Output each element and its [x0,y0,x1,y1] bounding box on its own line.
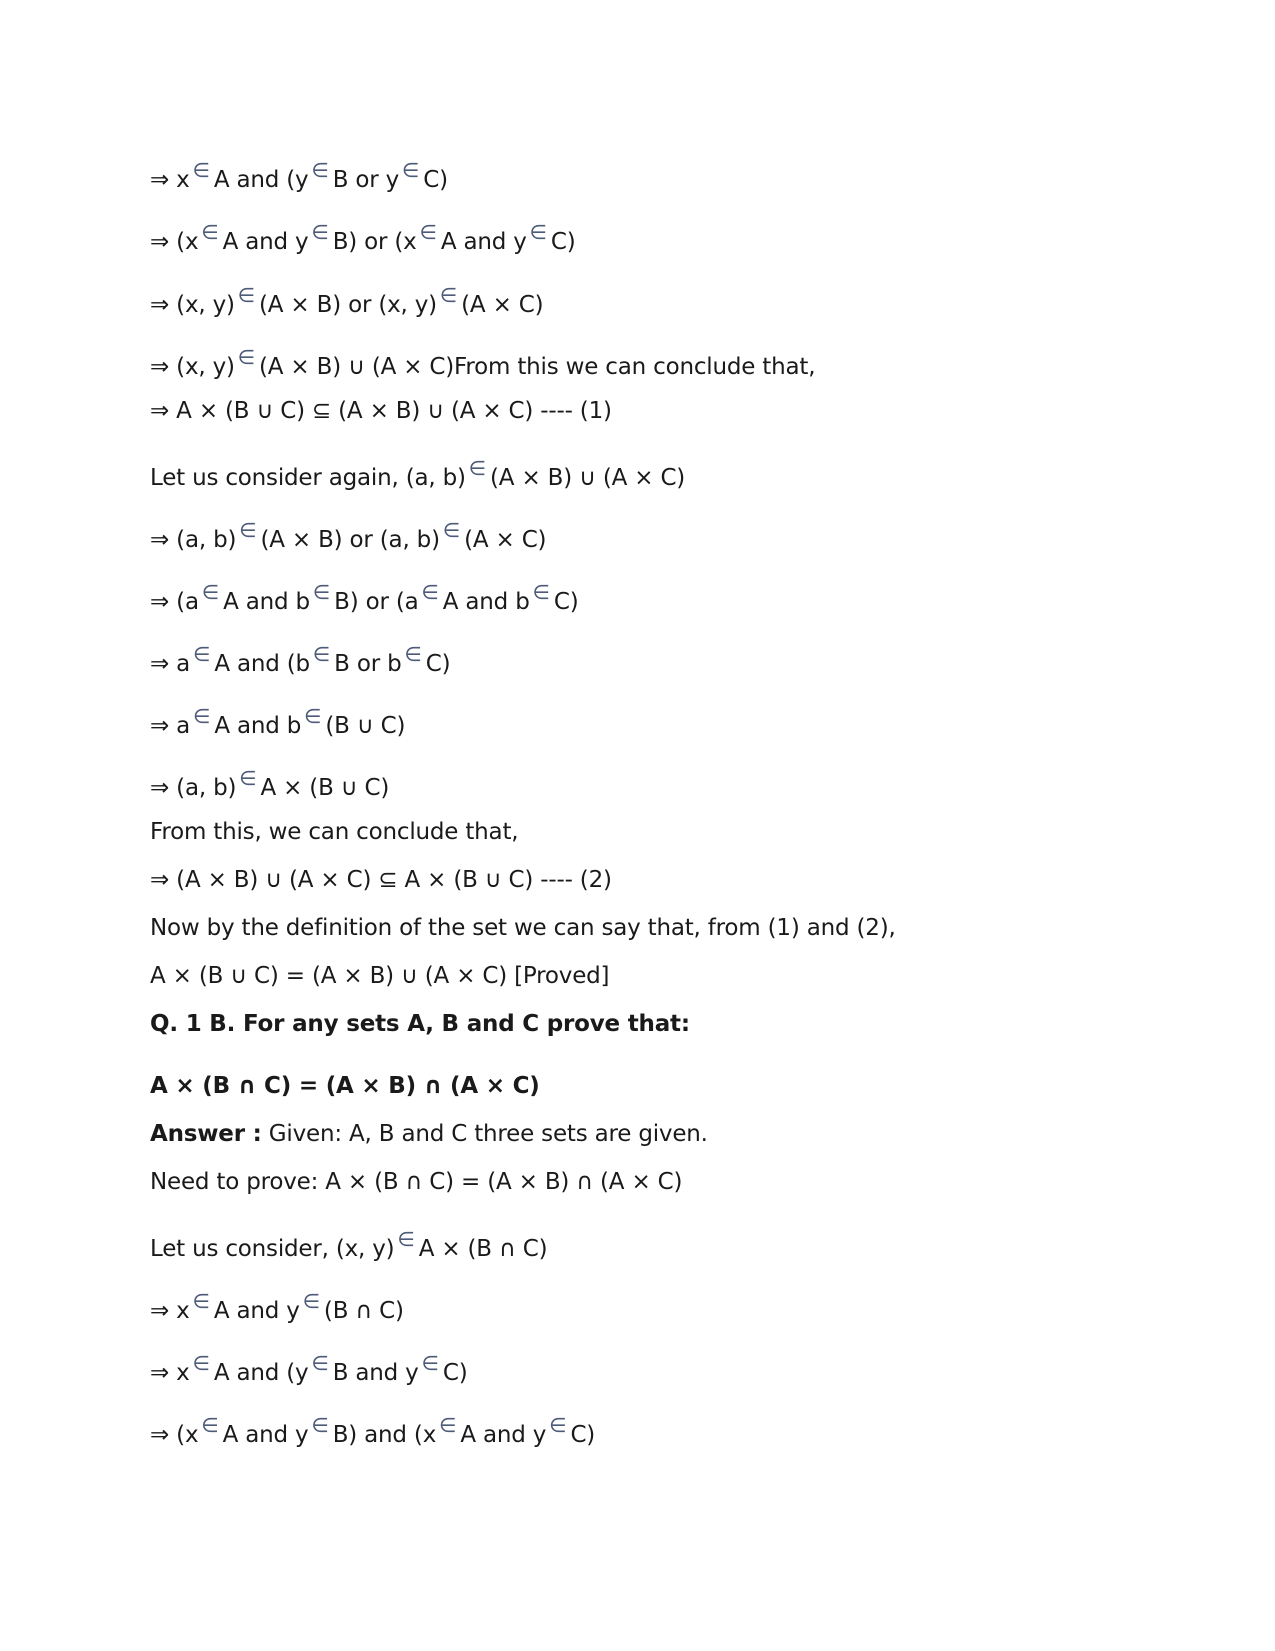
element-of-symbol: ∈ [468,456,487,480]
text-segment: A and b [223,589,310,615]
text-line-l21 [150,1291,404,1326]
text-segment: (B ∪ C) [325,713,406,739]
text-line-l4 [150,347,815,382]
text-segment: ⇒ (x, y) [150,292,235,318]
text-line-l14 [150,913,896,943]
text-segment: B) or (x [332,229,417,255]
text-segment: A and y [222,229,309,255]
element-of-symbol: ∈ [201,1413,219,1437]
element-of-symbol: ∈ [442,518,461,542]
text-line-l19 [150,1167,682,1197]
element-of-symbol: ∈ [304,704,322,728]
text-line-l6 [150,458,685,493]
text-segment: A and (y [213,1360,309,1386]
element-of-symbol: ∈ [192,1351,210,1375]
text-segment: A × (B ∪ C) [260,775,390,801]
text-segment: A and (b [214,651,310,677]
text-segment: B) or (a [334,589,419,615]
text-segment: B or y [332,167,400,193]
text-line-l1 [150,160,448,195]
text-segment: A and b [442,589,530,615]
element-of-symbol: ∈ [397,1227,415,1251]
text-segment: (A × B) ∪ (A × C)From this we can conclude that, [259,354,816,380]
text-segment: ⇒ x [150,1298,190,1324]
text-line-l5 [150,396,612,426]
text-segment: (A × C) [461,292,544,318]
text-segment: Let us consider, (x, y) [150,1236,395,1262]
element-of-symbol: ∈ [419,220,437,244]
text-segment: Let us consider again, (a, b) [150,465,466,491]
element-of-symbol: ∈ [311,158,329,182]
text-segment: Now by the definition of the set we can say that, from (1) and (2), [150,915,896,941]
text-segment: ⇒ x [150,167,190,193]
element-of-symbol: ∈ [193,704,211,728]
element-of-symbol: ∈ [312,580,331,604]
element-of-symbol: ∈ [312,642,331,666]
text-segment: (A × B) ∪ (A × C) [490,465,686,491]
text-segment: From this, we can conclude that, [150,819,519,845]
element-of-symbol: ∈ [404,642,422,666]
text-segment: ⇒ (a, b) [150,775,237,801]
text-line-l20 [150,1229,547,1264]
element-of-symbol: ∈ [529,220,547,244]
text-line-l3 [150,285,543,320]
text-segment: C) [442,1360,468,1386]
text-line-l15 [150,961,609,991]
element-of-symbol: ∈ [311,1351,329,1375]
text-segment: A and y [222,1422,309,1448]
text-segment: Given: A, B and C three sets are given. [268,1121,708,1147]
element-of-symbol: ∈ [237,283,256,307]
text-line-l22 [150,1353,467,1388]
text-segment: ⇒ a [150,713,191,739]
text-line-l2 [150,222,576,257]
text-line-l13 [150,865,612,895]
element-of-symbol: ∈ [421,580,439,604]
text-segment: C) [423,167,448,193]
element-of-symbol: ∈ [237,345,256,369]
element-of-symbol: ∈ [192,1289,210,1313]
text-segment: ⇒ x [150,1360,190,1386]
text-segment: ⇒ A × (B ∪ C) ⊆ (A × B) ∪ (A × C) ---- (1) [150,398,612,424]
element-of-symbol: ∈ [302,1289,320,1313]
element-of-symbol: ∈ [439,1413,457,1437]
text-line-l10 [150,706,405,741]
text-segment: Need to prove: A × (B ∩ C) = (A × B) ∩ (A × C) [150,1169,683,1195]
text-segment: C) [425,651,451,677]
element-of-symbol: ∈ [549,1413,567,1437]
answer-label: Answer : [150,1121,262,1147]
text-segment: A and (y [213,167,309,193]
element-of-symbol: ∈ [239,518,257,542]
text-line-l12 [150,817,518,847]
element-of-symbol: ∈ [439,283,458,307]
element-of-symbol: ∈ [239,766,257,790]
text-segment: C) [553,589,579,615]
text-segment: A and b [214,713,302,739]
text-segment: C) [570,1422,596,1448]
element-of-symbol: ∈ [532,580,550,604]
text-segment: B and y [332,1360,419,1386]
text-segment: ⇒ (A × B) ∪ (A × C) ⊆ A × (B ∪ C) ---- (2) [150,867,612,893]
text-line-l11 [150,768,389,803]
text-segment: B) and (x [332,1422,437,1448]
text-segment: A × (B ∪ C) = (A × B) ∪ (A × C) [Proved] [150,963,610,989]
text-segment: B or b [334,651,402,677]
text-line-l9 [150,644,450,679]
text-line-l8 [150,582,578,617]
text-segment: A × (B ∩ C) = (A × B) ∩ (A × C) [150,1073,540,1099]
text-line-l16 [150,1009,690,1039]
element-of-symbol: ∈ [192,158,210,182]
text-segment: ⇒ (x, y) [150,354,235,380]
element-of-symbol: ∈ [311,1413,329,1437]
text-segment: Q. 1 B. For any sets A, B and C prove that: [150,1011,690,1037]
element-of-symbol: ∈ [402,158,420,182]
text-line-l23 [150,1415,595,1450]
document-page [150,0,1150,1651]
text-segment: ⇒ (a [150,589,199,615]
text-segment: ⇒ (x [150,229,199,255]
text-line-l18 [150,1119,708,1149]
text-segment: C) [550,229,576,255]
text-segment: A and y [460,1422,547,1448]
text-segment: ⇒ (x [150,1422,199,1448]
text-segment: ⇒ a [150,651,191,677]
element-of-symbol: ∈ [201,580,220,604]
element-of-symbol: ∈ [421,1351,439,1375]
text-line-l7 [150,520,546,555]
text-segment: (A × C) [464,527,547,553]
element-of-symbol: ∈ [201,220,219,244]
text-line-l17 [150,1071,540,1101]
text-segment: (A × B) or (a, b) [260,527,440,553]
text-segment: A and y [440,229,527,255]
text-segment: A × (B ∩ C) [418,1236,548,1262]
text-segment: ⇒ (a, b) [150,527,237,553]
text-segment: A and y [213,1298,300,1324]
element-of-symbol: ∈ [193,642,211,666]
text-segment: (A × B) or (x, y) [259,292,437,318]
text-segment: (B ∩ C) [323,1298,404,1324]
element-of-symbol: ∈ [311,220,329,244]
